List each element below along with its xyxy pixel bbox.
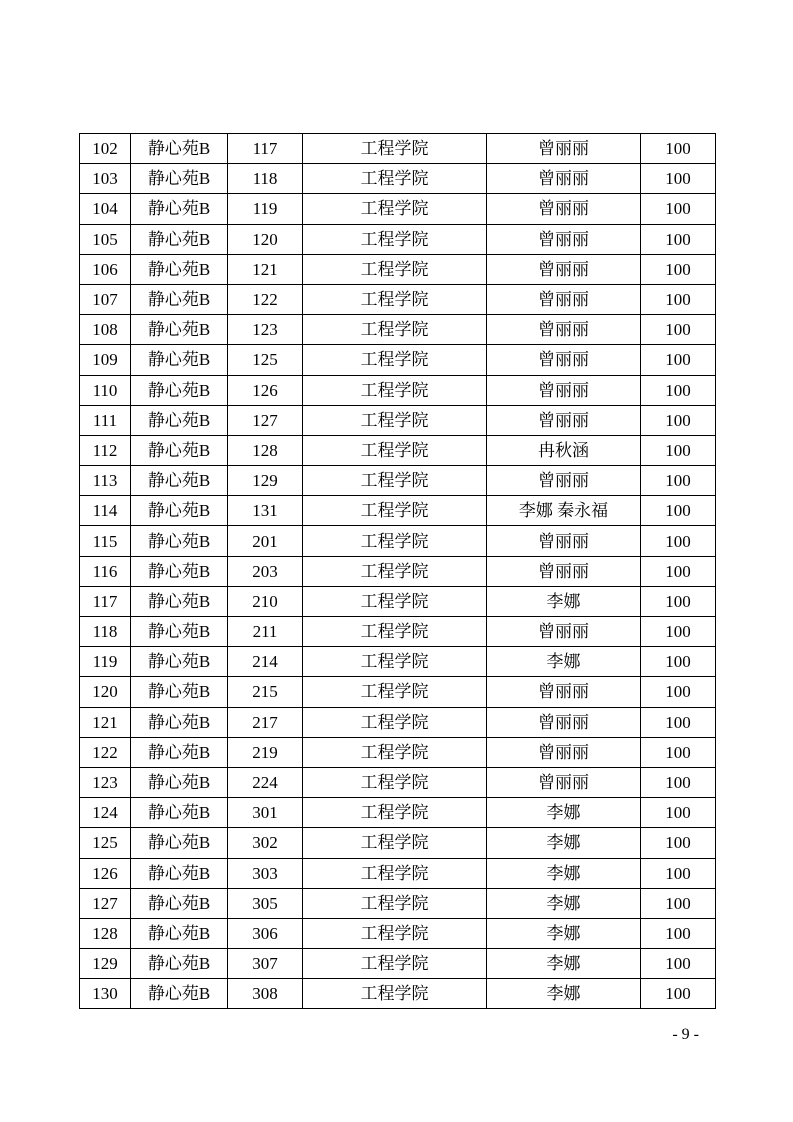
tutor-cell: 李娜 秦永福 — [487, 496, 641, 526]
dormitory-score-table — [79, 133, 716, 1009]
row-number-cell: 127 — [80, 888, 131, 918]
score-cell: 100 — [641, 164, 716, 194]
building-cell: 静心苑B — [131, 858, 228, 888]
room-number-cell: 129 — [228, 466, 303, 496]
score-cell: 100 — [641, 466, 716, 496]
tutor-cell: 曾丽丽 — [487, 345, 641, 375]
college-cell: 工程学院 — [303, 496, 487, 526]
college-cell: 工程学院 — [303, 435, 487, 465]
building-cell: 静心苑B — [131, 949, 228, 979]
room-number-cell: 120 — [228, 224, 303, 254]
score-cell: 100 — [641, 918, 716, 948]
score-cell: 100 — [641, 345, 716, 375]
tutor-cell: 曾丽丽 — [487, 194, 641, 224]
table-row — [80, 918, 716, 948]
room-number-cell: 125 — [228, 345, 303, 375]
room-number-cell: 119 — [228, 194, 303, 224]
tutor-cell: 曾丽丽 — [487, 315, 641, 345]
row-number-cell: 122 — [80, 737, 131, 767]
building-cell: 静心苑B — [131, 677, 228, 707]
score-cell: 100 — [641, 858, 716, 888]
college-cell: 工程学院 — [303, 405, 487, 435]
tutor-cell: 曾丽丽 — [487, 284, 641, 314]
score-cell: 100 — [641, 979, 716, 1009]
room-number-cell: 126 — [228, 375, 303, 405]
building-cell: 静心苑B — [131, 405, 228, 435]
building-cell: 静心苑B — [131, 828, 228, 858]
table-row — [80, 828, 716, 858]
building-cell: 静心苑B — [131, 345, 228, 375]
page-number: - 9 - — [672, 1026, 699, 1043]
college-cell: 工程学院 — [303, 466, 487, 496]
table-row — [80, 556, 716, 586]
table-row — [80, 526, 716, 556]
tutor-cell: 曾丽丽 — [487, 556, 641, 586]
tutor-cell: 曾丽丽 — [487, 134, 641, 164]
table-row — [80, 647, 716, 677]
score-cell: 100 — [641, 707, 716, 737]
row-number-cell: 102 — [80, 134, 131, 164]
tutor-cell: 李娜 — [487, 918, 641, 948]
college-cell: 工程学院 — [303, 707, 487, 737]
college-cell: 工程学院 — [303, 315, 487, 345]
tutor-cell: 曾丽丽 — [487, 224, 641, 254]
room-number-cell: 308 — [228, 979, 303, 1009]
room-number-cell: 306 — [228, 918, 303, 948]
college-cell: 工程学院 — [303, 918, 487, 948]
score-cell: 100 — [641, 828, 716, 858]
room-number-cell: 118 — [228, 164, 303, 194]
table-row — [80, 707, 716, 737]
tutor-cell: 李娜 — [487, 858, 641, 888]
score-cell: 100 — [641, 284, 716, 314]
college-cell: 工程学院 — [303, 375, 487, 405]
score-cell: 100 — [641, 737, 716, 767]
room-number-cell: 214 — [228, 647, 303, 677]
room-number-cell: 210 — [228, 586, 303, 616]
row-number-cell: 118 — [80, 617, 131, 647]
score-cell: 100 — [641, 194, 716, 224]
row-number-cell: 109 — [80, 345, 131, 375]
row-number-cell: 128 — [80, 918, 131, 948]
table-row — [80, 134, 716, 164]
row-number-cell: 115 — [80, 526, 131, 556]
row-number-cell: 108 — [80, 315, 131, 345]
table-row — [80, 798, 716, 828]
building-cell: 静心苑B — [131, 466, 228, 496]
college-cell: 工程学院 — [303, 737, 487, 767]
room-number-cell: 305 — [228, 888, 303, 918]
table-row — [80, 345, 716, 375]
score-cell: 100 — [641, 375, 716, 405]
table-row — [80, 224, 716, 254]
building-cell: 静心苑B — [131, 194, 228, 224]
row-number-cell: 129 — [80, 949, 131, 979]
score-cell: 100 — [641, 134, 716, 164]
room-number-cell: 307 — [228, 949, 303, 979]
room-number-cell: 122 — [228, 284, 303, 314]
score-cell: 100 — [641, 405, 716, 435]
table-body — [80, 134, 716, 1009]
college-cell: 工程学院 — [303, 254, 487, 284]
table-row — [80, 858, 716, 888]
table-row — [80, 254, 716, 284]
row-number-cell: 107 — [80, 284, 131, 314]
building-cell: 静心苑B — [131, 496, 228, 526]
building-cell: 静心苑B — [131, 707, 228, 737]
building-cell: 静心苑B — [131, 224, 228, 254]
room-number-cell: 219 — [228, 737, 303, 767]
building-cell: 静心苑B — [131, 315, 228, 345]
tutor-cell: 李娜 — [487, 979, 641, 1009]
room-number-cell: 117 — [228, 134, 303, 164]
row-number-cell: 103 — [80, 164, 131, 194]
college-cell: 工程学院 — [303, 677, 487, 707]
tutor-cell: 李娜 — [487, 647, 641, 677]
table-row — [80, 194, 716, 224]
row-number-cell: 123 — [80, 767, 131, 797]
score-cell: 100 — [641, 798, 716, 828]
row-number-cell: 119 — [80, 647, 131, 677]
row-number-cell: 126 — [80, 858, 131, 888]
row-number-cell: 105 — [80, 224, 131, 254]
building-cell: 静心苑B — [131, 647, 228, 677]
college-cell: 工程学院 — [303, 194, 487, 224]
college-cell: 工程学院 — [303, 284, 487, 314]
building-cell: 静心苑B — [131, 435, 228, 465]
college-cell: 工程学院 — [303, 586, 487, 616]
row-number-cell: 111 — [80, 405, 131, 435]
table-row — [80, 405, 716, 435]
row-number-cell: 125 — [80, 828, 131, 858]
row-number-cell: 113 — [80, 466, 131, 496]
tutor-cell: 李娜 — [487, 798, 641, 828]
college-cell: 工程学院 — [303, 949, 487, 979]
building-cell: 静心苑B — [131, 556, 228, 586]
room-number-cell: 302 — [228, 828, 303, 858]
score-cell: 100 — [641, 315, 716, 345]
table-row — [80, 949, 716, 979]
tutor-cell: 曾丽丽 — [487, 405, 641, 435]
score-cell: 100 — [641, 526, 716, 556]
building-cell: 静心苑B — [131, 918, 228, 948]
building-cell: 静心苑B — [131, 254, 228, 284]
row-number-cell: 120 — [80, 677, 131, 707]
building-cell: 静心苑B — [131, 586, 228, 616]
building-cell: 静心苑B — [131, 767, 228, 797]
college-cell: 工程学院 — [303, 798, 487, 828]
tutor-cell: 曾丽丽 — [487, 466, 641, 496]
row-number-cell: 124 — [80, 798, 131, 828]
building-cell: 静心苑B — [131, 737, 228, 767]
score-cell: 100 — [641, 435, 716, 465]
room-number-cell: 211 — [228, 617, 303, 647]
tutor-cell: 曾丽丽 — [487, 617, 641, 647]
score-cell: 100 — [641, 586, 716, 616]
table-row — [80, 586, 716, 616]
score-cell: 100 — [641, 677, 716, 707]
table-row — [80, 888, 716, 918]
score-cell: 100 — [641, 888, 716, 918]
college-cell: 工程学院 — [303, 224, 487, 254]
college-cell: 工程学院 — [303, 134, 487, 164]
building-cell: 静心苑B — [131, 798, 228, 828]
tutor-cell: 曾丽丽 — [487, 707, 641, 737]
room-number-cell: 121 — [228, 254, 303, 284]
room-number-cell: 301 — [228, 798, 303, 828]
college-cell: 工程学院 — [303, 556, 487, 586]
room-number-cell: 303 — [228, 858, 303, 888]
tutor-cell: 曾丽丽 — [487, 254, 641, 284]
score-cell: 100 — [641, 556, 716, 586]
building-cell: 静心苑B — [131, 164, 228, 194]
room-number-cell: 217 — [228, 707, 303, 737]
college-cell: 工程学院 — [303, 979, 487, 1009]
row-number-cell: 110 — [80, 375, 131, 405]
building-cell: 静心苑B — [131, 375, 228, 405]
score-cell: 100 — [641, 496, 716, 526]
score-cell: 100 — [641, 767, 716, 797]
building-cell: 静心苑B — [131, 888, 228, 918]
building-cell: 静心苑B — [131, 284, 228, 314]
building-cell: 静心苑B — [131, 526, 228, 556]
college-cell: 工程学院 — [303, 888, 487, 918]
college-cell: 工程学院 — [303, 617, 487, 647]
building-cell: 静心苑B — [131, 617, 228, 647]
row-number-cell: 106 — [80, 254, 131, 284]
building-cell: 静心苑B — [131, 134, 228, 164]
college-cell: 工程学院 — [303, 345, 487, 375]
table-row — [80, 617, 716, 647]
tutor-cell: 李娜 — [487, 828, 641, 858]
row-number-cell: 121 — [80, 707, 131, 737]
room-number-cell: 128 — [228, 435, 303, 465]
score-cell: 100 — [641, 254, 716, 284]
row-number-cell: 116 — [80, 556, 131, 586]
tutor-cell: 曾丽丽 — [487, 737, 641, 767]
tutor-cell: 曾丽丽 — [487, 767, 641, 797]
table-row — [80, 979, 716, 1009]
room-number-cell: 224 — [228, 767, 303, 797]
tutor-cell: 曾丽丽 — [487, 164, 641, 194]
row-number-cell: 114 — [80, 496, 131, 526]
table-row — [80, 496, 716, 526]
college-cell: 工程学院 — [303, 828, 487, 858]
tutor-cell: 曾丽丽 — [487, 375, 641, 405]
row-number-cell: 117 — [80, 586, 131, 616]
building-cell: 静心苑B — [131, 979, 228, 1009]
room-number-cell: 131 — [228, 496, 303, 526]
score-cell: 100 — [641, 224, 716, 254]
score-cell: 100 — [641, 949, 716, 979]
room-number-cell: 127 — [228, 405, 303, 435]
score-cell: 100 — [641, 617, 716, 647]
tutor-cell: 李娜 — [487, 949, 641, 979]
room-number-cell: 123 — [228, 315, 303, 345]
table-row — [80, 284, 716, 314]
row-number-cell: 112 — [80, 435, 131, 465]
college-cell: 工程学院 — [303, 767, 487, 797]
table-row — [80, 164, 716, 194]
table-row — [80, 375, 716, 405]
tutor-cell: 李娜 — [487, 586, 641, 616]
room-number-cell: 201 — [228, 526, 303, 556]
table-row — [80, 767, 716, 797]
college-cell: 工程学院 — [303, 647, 487, 677]
row-number-cell: 104 — [80, 194, 131, 224]
college-cell: 工程学院 — [303, 526, 487, 556]
college-cell: 工程学院 — [303, 858, 487, 888]
college-cell: 工程学院 — [303, 164, 487, 194]
table-row — [80, 315, 716, 345]
tutor-cell: 曾丽丽 — [487, 677, 641, 707]
tutor-cell: 曾丽丽 — [487, 526, 641, 556]
table-row — [80, 677, 716, 707]
room-number-cell: 215 — [228, 677, 303, 707]
score-cell: 100 — [641, 647, 716, 677]
tutor-cell: 李娜 — [487, 888, 641, 918]
table-row — [80, 435, 716, 465]
tutor-cell: 冉秋涵 — [487, 435, 641, 465]
table-row — [80, 466, 716, 496]
table-row — [80, 737, 716, 767]
room-number-cell: 203 — [228, 556, 303, 586]
row-number-cell: 130 — [80, 979, 131, 1009]
